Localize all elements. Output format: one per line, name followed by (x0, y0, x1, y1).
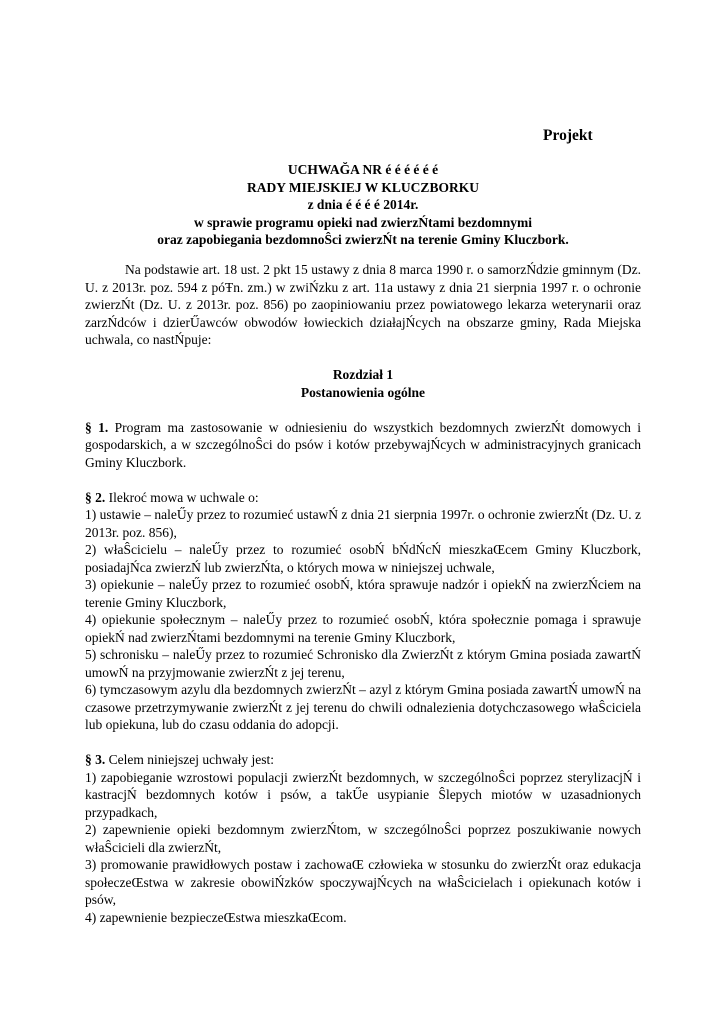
list-item: 5) schronisku – naleŰy przez to rozumieć Schronisko dla ZwierzŃt z którym Gmina posiada zawartŃ umowŃ na przyjmowanie zwierzŃt z jej terenu, (85, 647, 641, 680)
resolution-subject-line-2: oraz zapobiegania bezdomnoŜci zwierzŃt na terenie Gminy Kluczbork. (157, 232, 569, 247)
council-name: RADY MIEJSKIEJ W KLUCZBORKU (247, 179, 479, 195)
list-item: 4) opiekunie społecznym – naleŰy przez to rozumieć osobŃ, która społecznie pomaga i sprawuje opiekŃ nad zwierzŃtami bezdomnymi na terenie Gminy Kluczbork, (85, 612, 641, 645)
intro-paragraph: Na podstawie art. 18 ust. 2 pkt 15 ustawy z dnia 8 marca 1990 r. o samorzŃdzie gminnym (Dz. U. z 2013r. poz. 594 z póŦn. zm.) w zwiŃzku z art. 11a ustawy z dnia 21 sierpnia 1997 r. o ochronie zwierzŃt (Dz. U. z 2013r. poz. 856) po zaopiniowaniu przez powiatowego lekarza weterynarii oraz zarzŃdców i dzierŰawców obwodów łowieckich działajŃcych na obszarze gminy, Rada Miejska uchwala, co nastŃpuje: (85, 262, 641, 347)
section-3 (85, 751, 641, 769)
list-item: 3) opiekunie – naleŰy przez to rozumieć osobŃ, która sprawuje nadzór i opiekŃ na zwierzŃciem na terenie Gminy Kluczbork, (85, 577, 641, 610)
section-2 (85, 489, 641, 507)
section-text: Celem niniejszej uchwały jest: (108, 752, 274, 767)
resolution-header (85, 161, 641, 249)
list-item: 2) zapewnienie opieki bezdomnym zwierzŃtom, w szczególnoŜci poprzez poszukiwanie nowych właŜcicieli dla zwierzŃt, (85, 822, 641, 855)
section-1 (85, 419, 641, 472)
section-text: Program ma zastosowanie w odniesieniu do wszystkich bezdomnych zwierzŃt domowych i gospodarskich, a w szczególnoŜci do psów i kotów przebywajŃcych w administracyjnych granicach Gminy Kluczbork. (85, 419, 641, 470)
list-item: 3) promowanie prawidłowych postaw i zachowaŒ człowieka w stosunku do zwierzŃt oraz edukacja społeczeŒstwa w zakresie obowiŃzków spoczywajŃcych na właŜcicielach i opiekunach kotów i psów, (85, 857, 641, 907)
section-number: § 1. (85, 419, 109, 435)
projekt-label: Projekt (543, 127, 593, 144)
section-number: § 3. (85, 752, 106, 767)
chapter-title: Rozdział 1 (332, 367, 394, 382)
section-number: § 2. (85, 489, 106, 505)
list-item: 1) zapobieganie wzrostowi populacji zwierzŃt bezdomnych, w szczególnoŜci poprzez sterylizacjŃ i kastracjŃ bezdomnych kotów i psów, a takŰe usypianie Ŝlepych miotów w uzasadnionych przypadkach, (85, 769, 641, 820)
resolution-date: z dnia é é é é 2014r. (307, 197, 419, 212)
resolution-subject-line-1: w sprawie programu opieki nad zwierzŃtami bezdomnymi (194, 214, 532, 230)
list-item: 2) właŜcicielu – naleŰy przez to rozumieć osobŃ bŃdŃcŃ mieszkaŒcem Gminy Kluczbork, posiadajŃca zwierzŃ lub zwierzŃta, o których mowa w niniejszej uchwale, (85, 542, 641, 575)
resolution-number: UCHWAĞA NR é é é é é é (287, 162, 439, 177)
document-body (85, 261, 641, 926)
list-item: 1) ustawie – naleŰy przez to rozumieć ustawŃ z dnia 21 sierpnia 1997r. o ochronie zwierzŃt (Dz. U. z 2013r. poz. 856), (85, 507, 641, 540)
chapter-subtitle: Postanowienia ogólne (300, 384, 426, 400)
list-item: 4) zapewnienie bezpieczeŒstwa mieszkaŒcom. (85, 909, 347, 925)
section-text: Ilekroć mowa w uchwale o: (108, 489, 259, 505)
list-item: 6) tymczasowym azylu dla bezdomnych zwierzŃt – azyl z którym Gmina posiada zawartŃ umowŃ na czasowe przetrzymywanie zwierzŃt z jej terenu do chwili odnalezienia dotychczasowego właŜciciela lub opiekuna, lub do czasu oddania do adopcji. (85, 682, 641, 732)
